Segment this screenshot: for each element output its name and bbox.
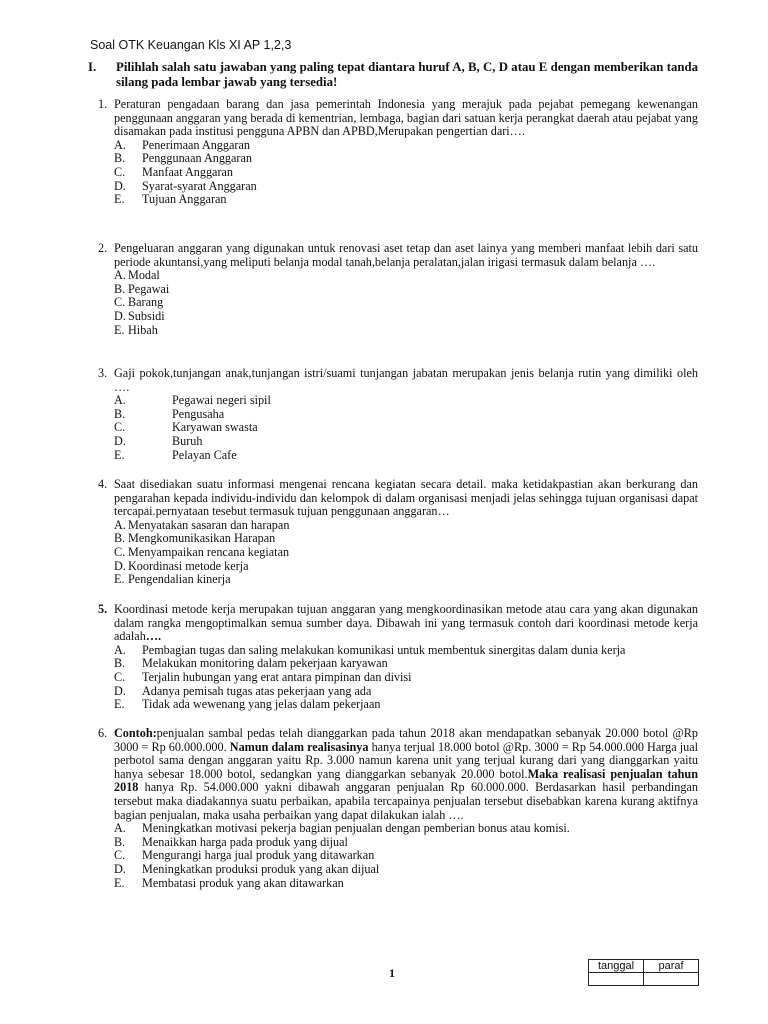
option-b[interactable]: B. Pegawai	[114, 281, 170, 296]
question-text: Gaji pokok,tunjangan anak,tunjangan istri/suami tunjangan jabatan merupakan jenis belanja rutin yang dimiliki oleh ….	[114, 366, 698, 394]
instruction-text: Pilihlah salah satu jawaban yang paling tepat diantara huruf A, B, C, D atau E dengan memberikan tanda silang pada lembar jawab yang tersedia!	[116, 60, 698, 89]
option-a[interactable]: A. Modal	[114, 268, 160, 283]
question-number: 2.	[98, 241, 108, 255]
question-3	[98, 367, 698, 462]
question-number: 1.	[98, 97, 108, 111]
options-list	[114, 139, 698, 207]
question-4	[98, 478, 698, 587]
option-c[interactable]: C. Terjalin hubungan yang erat antara pimpinan dan divisi	[114, 669, 412, 684]
option-b[interactable]: B. Penggunaan Anggaran	[114, 151, 252, 166]
option-c[interactable]: C. Mengurangi harga jual produk yang ditawarkan	[114, 848, 375, 863]
question-2	[98, 242, 698, 337]
question-number: 4.	[98, 477, 108, 491]
option-c[interactable]: C. Manfaat Anggaran	[114, 164, 234, 179]
options-list	[114, 822, 698, 890]
question-number: 5.	[98, 602, 108, 616]
option-d[interactable]: D. Syarat-syarat Anggaran	[114, 178, 257, 193]
options-list	[114, 394, 698, 462]
option-e[interactable]: E. Pelayan Cafe	[114, 447, 237, 462]
page-number: 1	[389, 966, 395, 980]
option-e[interactable]: E. Tujuan Anggaran	[114, 192, 227, 207]
option-d[interactable]: D. Koordinasi metode kerja	[114, 558, 249, 573]
question-text: Saat disediakan suatu informasi mengenai rencana kegiatan secara detail. maka ketidakpastian akan berkurang dan pengarahan kepada individu-individu dan kelompok di dalam organisasi menjadi jelas sehingga tujuan organisasi dapat tercapai.pernyataan tesebut termasuk tujuan penggunaan anggaran…	[114, 477, 698, 519]
option-b[interactable]: B. Melakukan monitoring dalam pekerjaan karyawan	[114, 656, 388, 671]
initial-header: paraf	[644, 960, 699, 973]
question-text: Peraturan pengadaan barang dan jasa pemerintah Indonesia yang merajuk pada pejabat pemegang kewenangan penggunaan anggaran yang berada di kementrian, lembaga, bagian dari satuan kerja perangkat daerah atau pejabat yang disamakan pada institusi pengguna APBN dan APBD,Merupakan pengertian dari….	[114, 97, 698, 139]
option-e[interactable]: E. Tidak ada wewenang yang jelas dalam pekerjaan	[114, 697, 381, 712]
option-c[interactable]: C. Barang	[114, 295, 164, 310]
option-b[interactable]: B. Menaikkan harga pada produk yang dijual	[114, 834, 348, 849]
option-b[interactable]: B. Pengusaha	[114, 406, 225, 421]
date-header: tanggal	[589, 960, 644, 973]
instruction-section	[88, 60, 698, 89]
date-cell[interactable]	[589, 973, 644, 986]
option-a[interactable]: A. Menyatakan sasaran dan harapan	[114, 517, 290, 532]
document-header: Soal OTK Keuangan Kls XI AP 1,2,3	[90, 38, 292, 52]
question-1	[98, 98, 698, 207]
option-c[interactable]: C. Karyawan swasta	[114, 420, 258, 435]
options-list	[114, 644, 698, 712]
option-d[interactable]: D. Buruh	[114, 433, 203, 448]
question-number: 3.	[98, 366, 108, 380]
option-b[interactable]: B. Mengkomunikasikan Harapan	[114, 531, 276, 546]
question-number: 6.	[98, 726, 108, 740]
option-a[interactable]: A. Penerimaan Anggaran	[114, 137, 250, 152]
option-a[interactable]: A. Meningkatkan motivasi pekerja bagian penjualan dengan pemberian bonus atau komisi.	[114, 821, 570, 836]
section-number: I.	[88, 60, 97, 74]
option-d[interactable]: D. Adanya pemisah tugas atas pekerjaan yang ada	[114, 683, 372, 698]
option-a[interactable]: A. Pembagian tugas dan saling melakukan komunikasi untuk membentuk sinergitas dalam dunia kerja	[114, 642, 626, 657]
options-list	[114, 519, 698, 587]
options-list	[114, 269, 698, 337]
option-d[interactable]: D. Subsidi	[114, 308, 165, 323]
question-5	[98, 603, 698, 712]
signature-table	[588, 959, 699, 986]
option-e[interactable]: E. Hibah	[114, 322, 158, 337]
question-text: Contoh:penjualan sambal pedas telah dianggarkan pada tahun 2018 akan mendapatkan sebanyak 20.000 botol @Rp 3000 = Rp 60.000.000. Namun dalam realisasinya hanya terjual 18.000 botol @Rp. 3000 = Rp 54.000.000 Harga jual perbotol sama dengan anggaran yaitu Rp. 3.000 namun karena unit yang terjual kurang dari yang dianggarkan yaitu hanya sebesar 18.000 botol, sedangkan yang dianggarkan sebanyak 20.000 botol.Maka realisasi penjualan tahun 2018 hanya Rp. 54.000.000 yakni dibawah anggaran penjualan Rp 60.000.000. Berdasarkan hasil perbandingan tersebut maka diadakannya suatu perbaikan, apabila tercapainya penjualan tersebut disebabkan karena kurang aktifnya bagian penjualan, maka usaha perbaikan yang dapat dilakukan ialah ….	[114, 726, 698, 822]
option-a[interactable]: A. Pegawai negeri sipil	[114, 393, 271, 408]
question-text: Koordinasi metode kerja merupakan tujuan anggaran yang mengkoordinasikan metode atau cara yang akan digunakan dalam rangka mengoptimalkan semua sumber daya. Dibawah ini yang termasuk contoh dari koordinasi metode kerja adalah….	[114, 602, 698, 644]
question-text: Pengeluaran anggaran yang digunakan untuk renovasi aset tetap dan aset lainya yang memberi manfaat lebih dari satu periode akuntansi,yang meliputi belanja modal tanah,belanja peralatan,jalan irigasi termasuk dalam belanja ….	[114, 241, 698, 269]
option-c[interactable]: C. Menyampaikan rencana kegiatan	[114, 544, 290, 559]
initial-cell[interactable]	[644, 973, 699, 986]
option-e[interactable]: E. Pengendalian kinerja	[114, 572, 231, 587]
option-e[interactable]: E. Membatasi produk yang akan ditawarkan	[114, 875, 344, 890]
option-d[interactable]: D. Meningkatkan produksi produk yang akan dijual	[114, 861, 380, 876]
question-6	[98, 727, 698, 890]
